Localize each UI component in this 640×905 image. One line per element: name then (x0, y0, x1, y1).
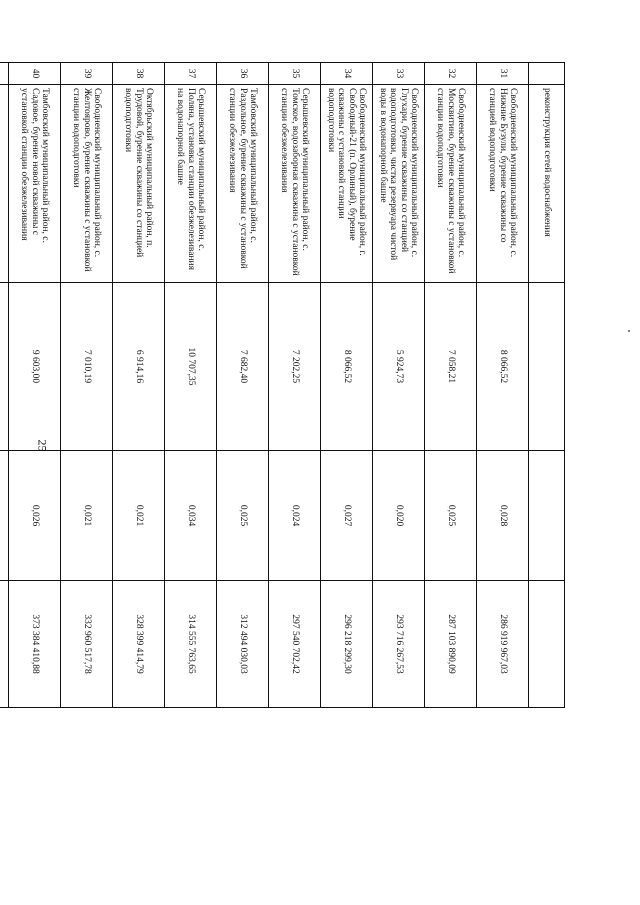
cell-cost: 373 384 410,88 (9, 581, 61, 708)
cell-price: 8 066,52 (321, 283, 373, 451)
cell-number: 31 (477, 63, 529, 85)
table-row (321, 63, 373, 708)
cell-coefficient: 0,034 (165, 451, 217, 581)
cell-number: 39 (61, 63, 113, 85)
cell-description: Свободненский муниципальный район, с. Нижние Бузули, бурение скважины со станцией водоподготовки (477, 85, 529, 283)
table-row (217, 63, 269, 708)
cell-cost: 314 555 763,65 (165, 581, 217, 708)
cell-coefficient: 0,028 (477, 451, 529, 581)
cell-description: Серышевский муниципальный район, с. Томское, водозаборная скважина с установкой станции обезжелезивания (269, 85, 321, 283)
table-row (9, 63, 61, 708)
cell-number (0, 63, 9, 85)
cell-price: 7 058,21 (425, 283, 477, 451)
cell-description: Тамбовский муниципальный район, с. Раздольное, бурение скважины с установкой станции обезжелезивания (217, 85, 269, 283)
cell-coefficient: 0,021 (113, 451, 165, 581)
cell-description (0, 85, 9, 283)
cell-price: 10 707,35 (165, 283, 217, 451)
cell-description: Октябрьский муниципальный район, п. Трудовой, бурение скважины со станцией водоподготовки (113, 85, 165, 283)
cell-coefficient: 0,025 (425, 451, 477, 581)
cell-number: 37 (165, 63, 217, 85)
data-table-rotated (0, 62, 565, 707)
table-row (373, 63, 425, 708)
table-row (0, 63, 9, 708)
cell-coefficient: 0,025 (217, 451, 269, 581)
table-row (425, 63, 477, 708)
cell-price (0, 283, 9, 451)
page-number: 25 (35, 439, 50, 452)
cell-number (529, 63, 565, 85)
cell-cost (0, 581, 9, 708)
cell-number: 35 (269, 63, 321, 85)
scan-artifact-dot (628, 330, 630, 332)
cell-description: Свободненский муниципальный район, с. Желтоярово, бурение скважины с установкой станции водоподготовки (61, 85, 113, 283)
cell-cost: 287 103 890,09 (425, 581, 477, 708)
cell-cost: 332 960 517,78 (61, 581, 113, 708)
cell-cost: 293 716 267,53 (373, 581, 425, 708)
cell-number: 36 (217, 63, 269, 85)
table-body (0, 63, 565, 708)
cell-coefficient: 0,020 (373, 451, 425, 581)
cell-cost: 297 540 702,42 (269, 581, 321, 708)
table-row (269, 63, 321, 708)
data-table (0, 62, 565, 708)
cell-coefficient (529, 451, 565, 581)
cell-cost: 312 494 030,03 (217, 581, 269, 708)
cell-description: реконструкция сетей водоснабжения (529, 85, 565, 283)
cell-price: 6 914,16 (113, 283, 165, 451)
table-row-continuation (529, 63, 565, 708)
cell-number: 34 (321, 63, 373, 85)
cell-price: 7 202,25 (269, 283, 321, 451)
table-row (165, 63, 217, 708)
table-row (113, 63, 165, 708)
cell-coefficient: 0,026 (9, 451, 61, 581)
cell-number: 32 (425, 63, 477, 85)
cell-description: Серышевский муниципальный район, с. Поляна, установка станции обезжелезивания на водонапорной башне (165, 85, 217, 283)
cell-description: Свободненский муниципальный район, г. Свободный-21 (п. Орлиный), бурение скважины с установкой станции водоподготовки (321, 85, 373, 283)
cell-number: 38 (113, 63, 165, 85)
cell-cost: 286 919 967,03 (477, 581, 529, 708)
cell-cost: 328 399 414,79 (113, 581, 165, 708)
cell-price: 7 010,19 (61, 283, 113, 451)
cell-price: 9 603,00 (9, 283, 61, 451)
cell-coefficient: 0,027 (321, 451, 373, 581)
cell-price: 5 924,73 (373, 283, 425, 451)
cell-description: Свободненский муниципальный район, с. Москвитино, бурение скважины с установкой станции водоподготовки (425, 85, 477, 283)
cell-coefficient: 0,024 (269, 451, 321, 581)
cell-price: 8 066,52 (477, 283, 529, 451)
cell-cost (529, 581, 565, 708)
cell-description: Тамбовский муниципальный район, с. Садовое, бурение новой скважины с установкой станции обезжелезивания (9, 85, 61, 283)
cell-cost: 296 218 299,30 (321, 581, 373, 708)
cell-price: 7 682,40 (217, 283, 269, 451)
cell-coefficient (0, 451, 9, 581)
cell-coefficient: 0,021 (61, 451, 113, 581)
cell-number: 33 (373, 63, 425, 85)
table-row (477, 63, 529, 708)
cell-number: 40 (9, 63, 61, 85)
table-row (61, 63, 113, 708)
cell-description: Свободненский муниципальный район, с. Глухари, бурение скважины со станцией водоподготовки, чистка резервуара чистой воды в водонапорной башне (373, 85, 425, 283)
cell-price (529, 283, 565, 451)
